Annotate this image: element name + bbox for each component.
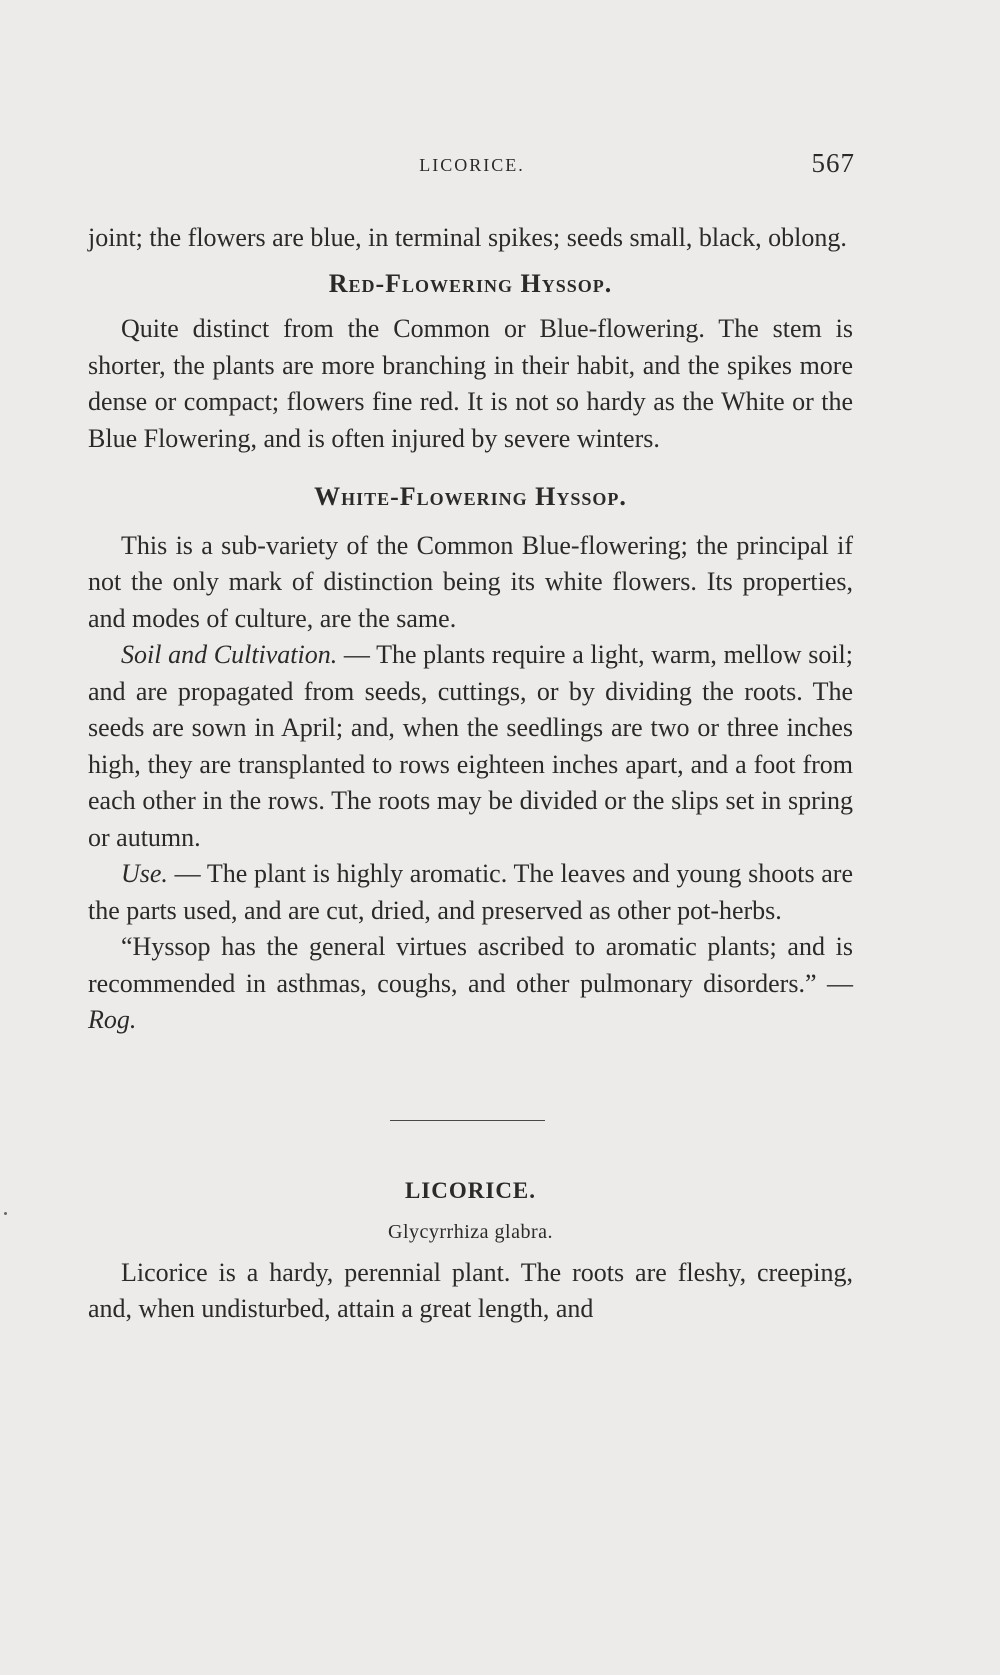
quote-paragraph [88,929,853,1039]
page-body [88,220,853,1328]
use-text: — The plant is highly aromatic. The leaves and young shoots are the parts used, and are cut, dried, and preserved as other pot-herbs. [88,859,853,925]
opening-paragraph: joint; the flowers are blue, in terminal spikes; seeds small, black, oblong. [88,223,847,252]
running-header: LICORICE. [419,155,525,175]
use-paragraph [88,856,853,929]
white-hyssop-heading: White-Flowering Hyssop. [314,482,627,511]
use-label: Use. [121,859,168,888]
quote-text: “Hyssop has the general virtues ascribed to aromatic plants; and is recommended in asthmas, coughs, and other pulmonary disorders.” — [88,932,853,998]
soil-cultivation-paragraph [88,637,853,856]
white-hyssop-paragraph: This is a sub-variety of the Common Blue-flowering; the principal if not the only mark of distinction being its white flowers. Its properties, and modes of culture, are the same. [88,530,853,633]
red-hyssop-heading: Red-Flowering Hyssop. [328,268,613,298]
red-hyssop-paragraph: Quite distinct from the Common or Blue-flowering. The stem is shorter, the plants are more branching in their habit, and the spikes more dense or compact; flowers fine red. It is not so hardy as the White or the Blue Flowering, and is often injured by severe winters. [88,314,853,453]
page-number: 567 [811,148,855,178]
section-divider [390,1120,545,1121]
licorice-latin-name: Glycyrrhiza glabra. [388,1221,553,1243]
licorice-paragraph: Licorice is a hardy, perennial plant. The roots are fleshy, creeping, and, when undisturbed, attain a great length, and [88,1257,853,1323]
margin-speck [4,1212,7,1215]
soil-cultivation-label: Soil and Cultivation. [121,640,338,669]
soil-cultivation-text: — The plants require a light, warm, mellow soil; and are propagated from seeds, cuttings, or by dividing the roots. The seeds are sown in April; and, when the seedlings are two or three inches high, they are transplanted to rows eighteen inches apart, and a foot from each other in the rows. The roots may be divided or the slips set in spring or autumn. [88,640,853,852]
quote-source: Rog. [88,1005,137,1034]
licorice-heading: LICORICE. [404,1177,537,1203]
